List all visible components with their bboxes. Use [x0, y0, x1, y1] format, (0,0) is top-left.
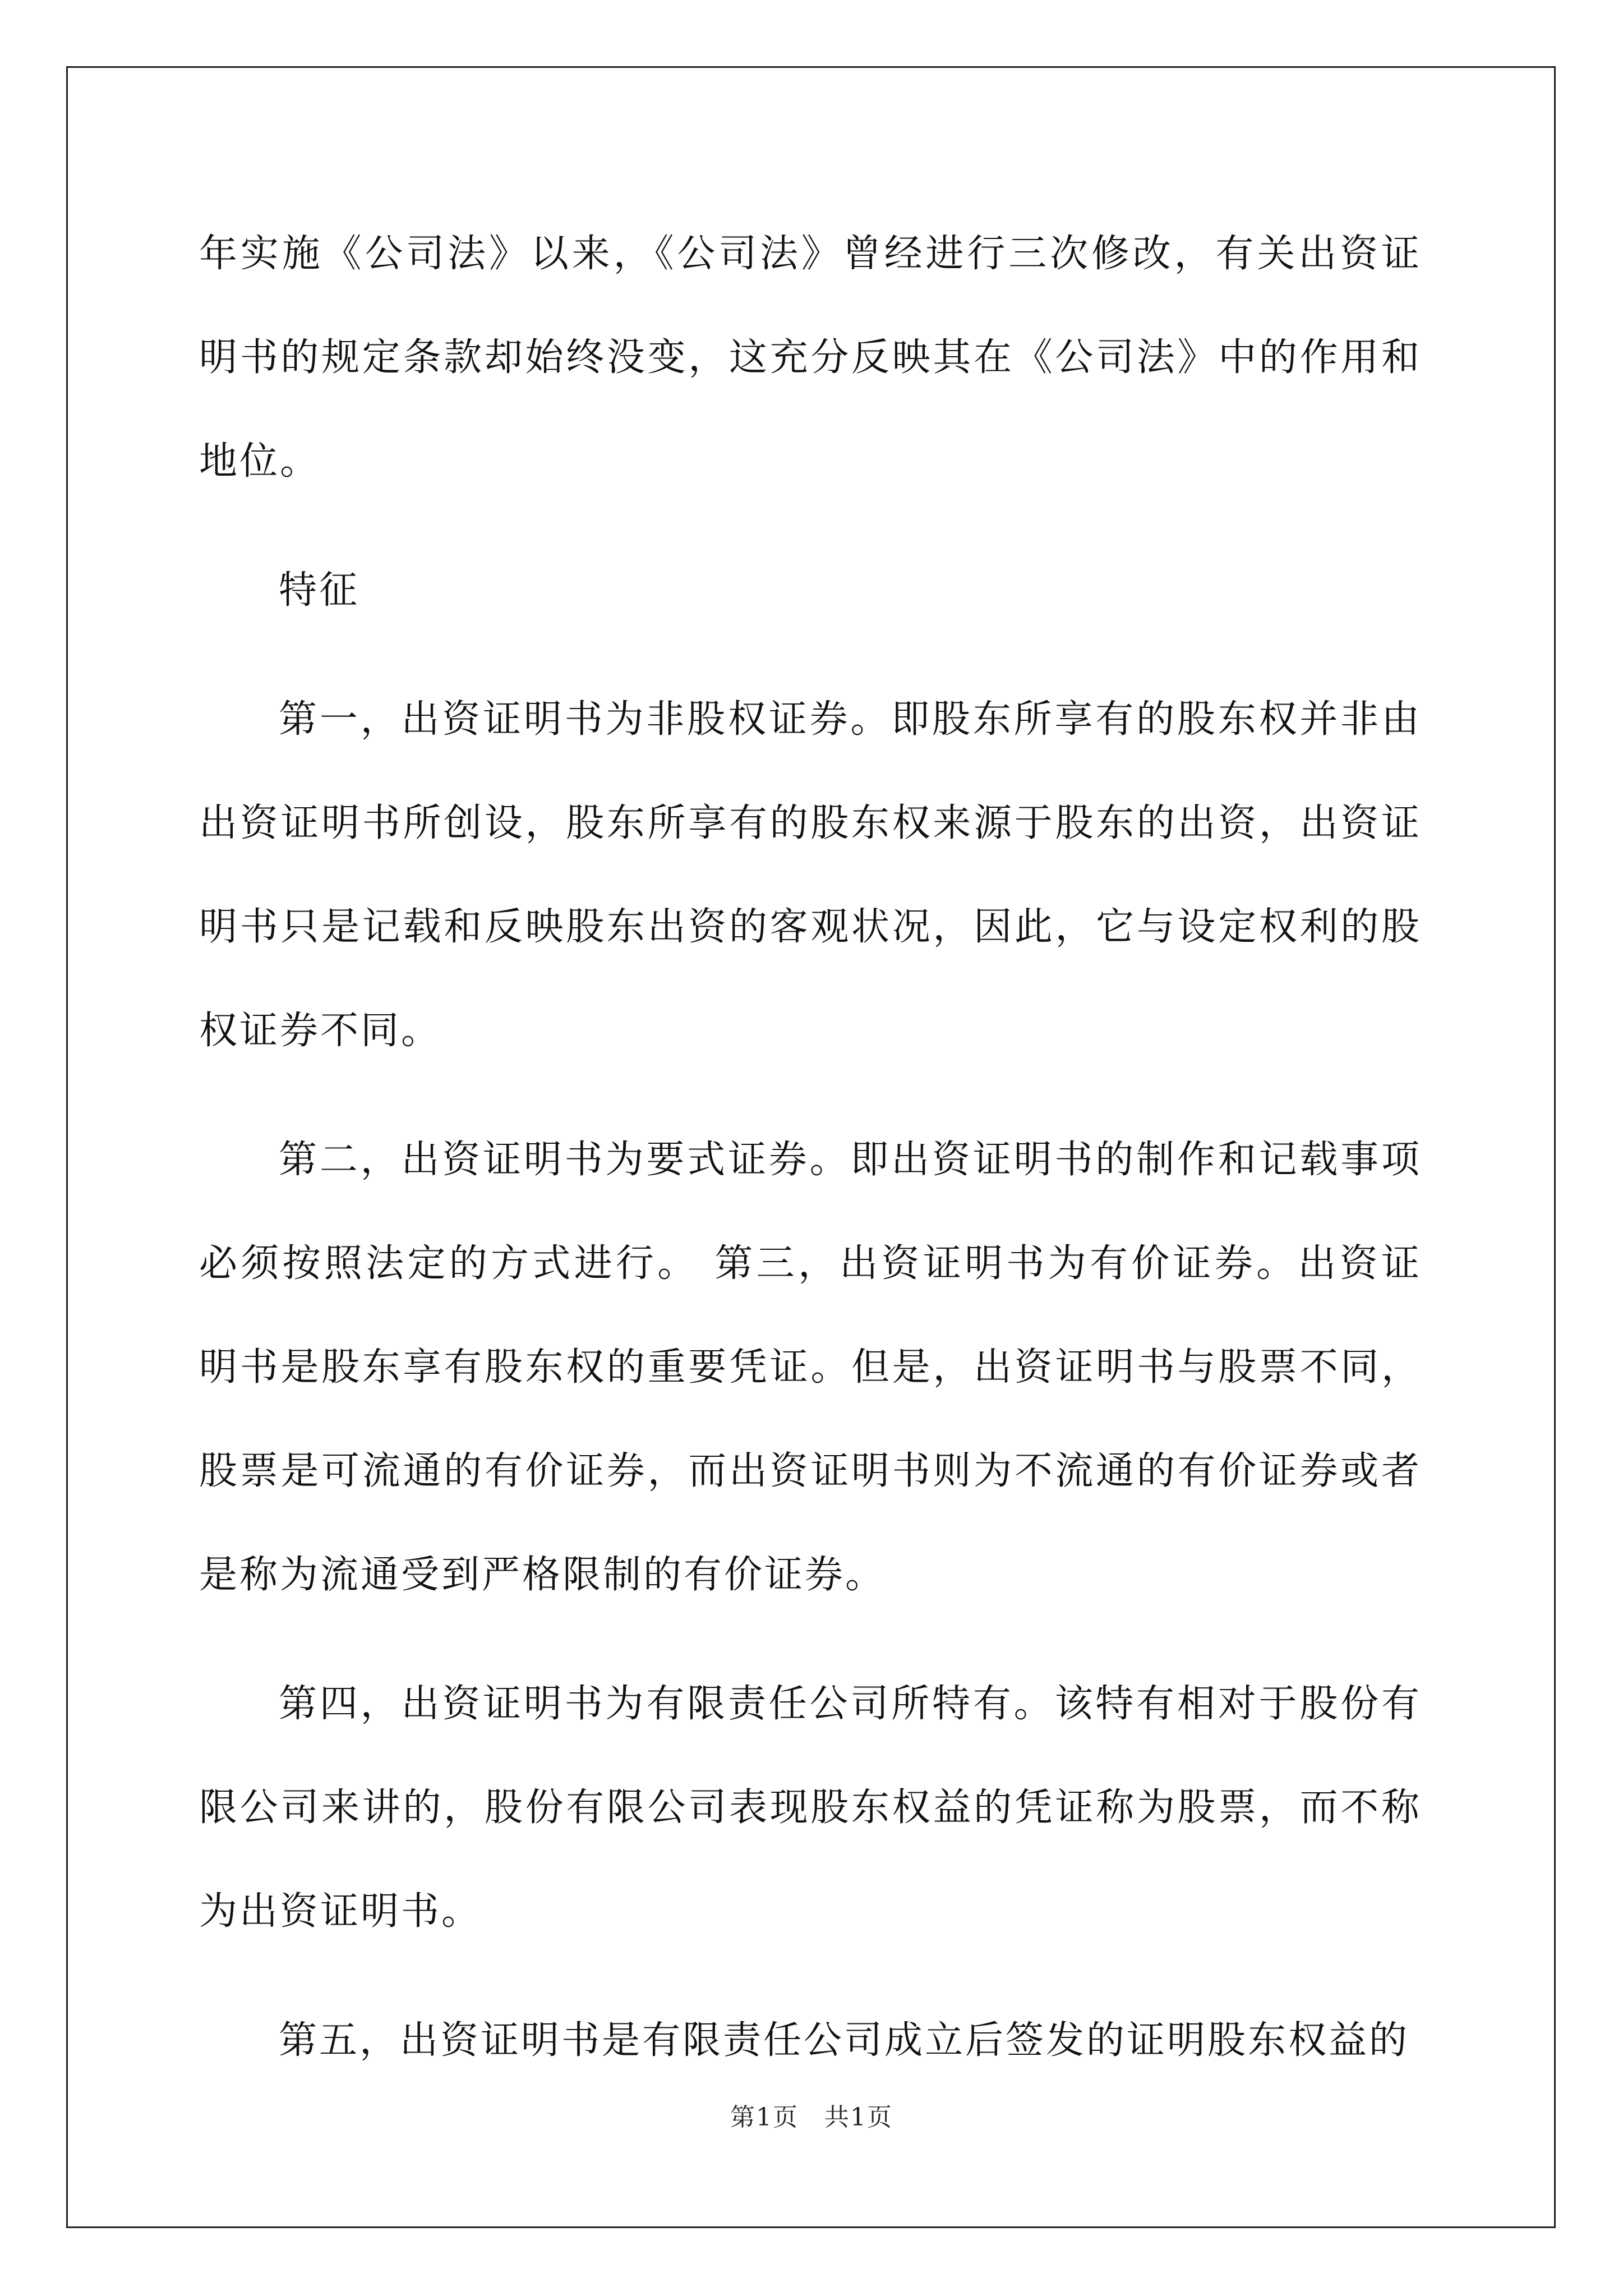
paragraph-feature-1: 第一，出资证明书为非股权证券。即股东所享有的股东权并非由出资证明书所创设，股东所享有的股东权来源于股东的出资，出资证明书只是记载和反映股东出资的客观状况，因此，它与设定权利的股权证券不同。 [199, 697, 1422, 1053]
paragraph-feature-5: 第五，出资证明书是有限责任公司成立后签发的证明股东权益的 [279, 2018, 1410, 2063]
paragraph-feature-2-3: 第二，出资证明书为要式证券。即出资证明书的制作和记载事项必须按照法定的方式进行。 第三，出资证明书为有价证券。出资证明书是股东享有股东权的重要凭证。但是，出资证明书与股票不同，股票是可流通的有价证券，而出资证明书则为不流通的有价证券或者是称为流通受到严格限制的有价证券。 [199, 1138, 1422, 1597]
section-heading-features: 特征 [279, 568, 360, 613]
document-body [199, 202, 1422, 2118]
paragraph-intro-continuation: 年实施《公司法》以来，《公司法》曾经进行三次修改，有关出资证明书的规定条款却始终没变，这充分反映其在《公司法》中的作用和地位。 [199, 232, 1422, 484]
page-footer: 第1页 共1页 [730, 2103, 893, 2132]
paragraph-feature-4: 第四，出资证明书为有限责任公司所特有。该特有相对于股份有限公司来讲的，股份有限公司表现股东权益的凭证称为股票，而不称为出资证明书。 [199, 1682, 1422, 1934]
